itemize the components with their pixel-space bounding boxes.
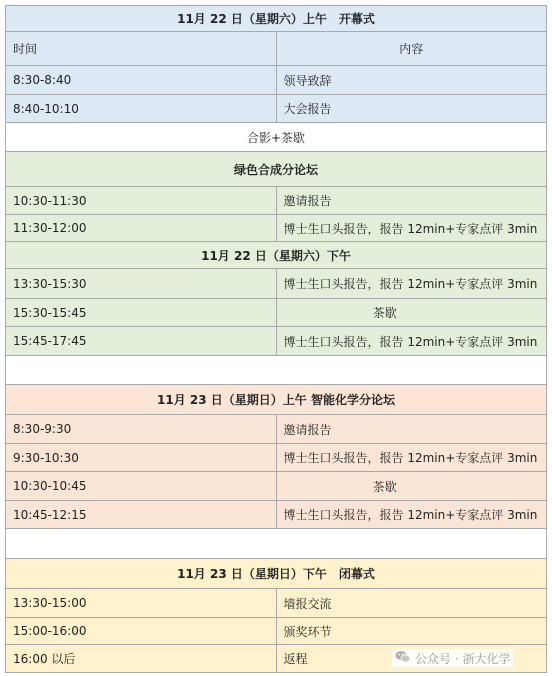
section-header-row [6, 152, 547, 187]
time-cell: 10:30-11:30 [6, 187, 277, 215]
content-cell: 茶歇 [276, 299, 547, 327]
time-cell: 16:00 以后 [6, 645, 277, 673]
time-cell: 13:30-15:00 [6, 589, 277, 618]
content-cell: 博士生口头报告，报告 12min+专家点评 3min [276, 269, 547, 299]
section-title: 合影+茶歇 [6, 123, 547, 152]
header-time: 时间 [6, 32, 277, 66]
content-cell: 博士生口头报告，报告 12min+专家点评 3min [276, 444, 547, 472]
time-cell: 9:30-10:30 [6, 444, 277, 472]
watermark-text: 公众号 · 浙大化学 [415, 651, 511, 666]
time-cell: 8:30-8:40 [6, 66, 277, 95]
table-row [6, 215, 547, 242]
content-cell: 博士生口头报告，报告 12min+专家点评 3min [276, 215, 547, 242]
table-row [6, 444, 547, 472]
table-row [6, 66, 547, 95]
content-cell: 茶歇 [276, 472, 547, 501]
table-row [6, 589, 547, 618]
table-row [6, 187, 547, 215]
schedule-table [5, 5, 547, 673]
section-header-row [6, 6, 547, 32]
section-header-row [6, 242, 547, 269]
spacer-row [6, 529, 547, 559]
time-cell: 8:30-9:30 [6, 415, 277, 444]
watermark [392, 649, 513, 667]
section-title: 绿色合成分论坛 [6, 152, 547, 187]
table-row [6, 415, 547, 444]
time-cell: 15:30-15:45 [6, 299, 277, 327]
content-cell: 领导致辞 [276, 66, 547, 95]
table-row [6, 501, 547, 529]
section-header-row [6, 385, 547, 415]
table-row [6, 472, 547, 501]
content-cell: 返程 [276, 645, 547, 673]
time-cell: 15:00-16:00 [6, 618, 277, 645]
content-cell: 邀请报告 [276, 415, 547, 444]
section-title: 11月 22 日（星期六）上午 开幕式 [6, 6, 547, 32]
time-cell: 10:30-10:45 [6, 472, 277, 501]
content-cell: 博士生口头报告，报告 12min+专家点评 3min [276, 501, 547, 529]
time-cell: 11:30-12:00 [6, 215, 277, 242]
table-row [6, 327, 547, 356]
table-row [6, 299, 547, 327]
content-cell: 墙报交流 [276, 589, 547, 618]
column-header-row [6, 32, 547, 66]
content-cell: 博士生口头报告，报告 12min+专家点评 3min [276, 327, 547, 356]
section-title: 11月 23 日（星期日）下午 闭幕式 [6, 559, 547, 589]
time-cell: 13:30-15:30 [6, 269, 277, 299]
content-cell: 邀请报告 [276, 187, 547, 215]
table-row [6, 618, 547, 645]
empty-cell [6, 356, 547, 385]
section-title: 11月 22 日（星期六）下午 [6, 242, 547, 269]
empty-cell [6, 529, 547, 559]
time-cell: 8:40-10:10 [6, 95, 277, 123]
section-title: 11月 23 日（星期日）上午 智能化学分论坛 [6, 385, 547, 415]
table-row [6, 269, 547, 299]
spacer-row [6, 356, 547, 385]
time-cell: 15:45-17:45 [6, 327, 277, 356]
time-cell: 10:45-12:15 [6, 501, 277, 529]
table-row [6, 95, 547, 123]
content-cell: 大会报告 [276, 95, 547, 123]
section-header-row [6, 559, 547, 589]
wechat-icon [395, 650, 415, 667]
content-cell: 颁奖环节 [276, 618, 547, 645]
break-row [6, 123, 547, 152]
header-content: 内容 [276, 32, 547, 66]
